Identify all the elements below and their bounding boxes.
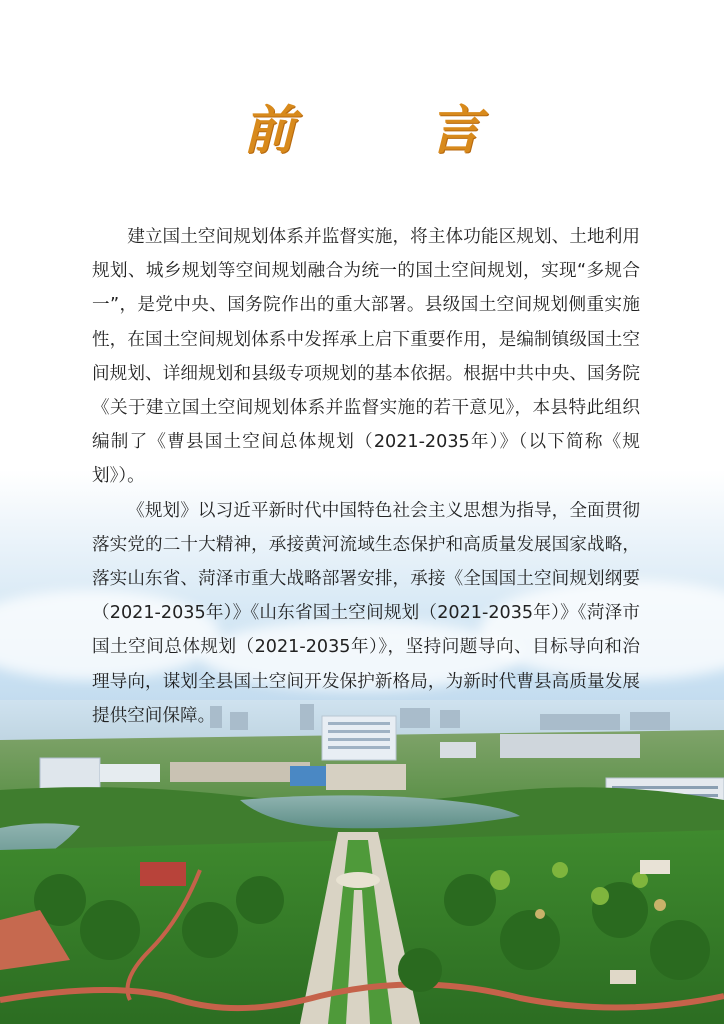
preface-body: [92, 220, 640, 733]
page-title: 前 言: [242, 100, 540, 161]
paragraph-2: 《规划》以习近平新时代中国特色社会主义思想为指导，全面贯彻落实党的二十大精神，承接黄河流域生态保护和高质量发展国家战略，落实山东省、菏泽市重大战略部署安排，承接《全国国土空间规划纲要（2021-2035年）》《山东省国土空间规划（2021-2035年）》《菏泽市国土空间总体规划（2021-2035年）》，坚持问题导向、目标导向和治理导向，谋划全县国土空间开发保护新格局，为新时代曹县高质量发展提供空间保障。: [92, 500, 640, 726]
aerial-city-photo: [0, 700, 724, 1024]
paragraph-1: 建立国土空间规划体系并监督实施，将主体功能区规划、土地利用规划、城乡规划等空间规划融合为统一的国土空间规划，实现“多规合一”，是党中央、国务院作出的重大部署。县级国土空间规划侧重实施性，在国土空间规划体系中发挥承上启下重要作用，是编制镇级国土空间规划、详细规划和县级专项规划的基本依据。根据中共中央、国务院《关于建立国土空间规划体系并监督实施的若干意见》，本县特此组织编制了《曹县国土空间总体规划（2021-2035年）》（以下简称《规划》）。: [92, 227, 640, 487]
